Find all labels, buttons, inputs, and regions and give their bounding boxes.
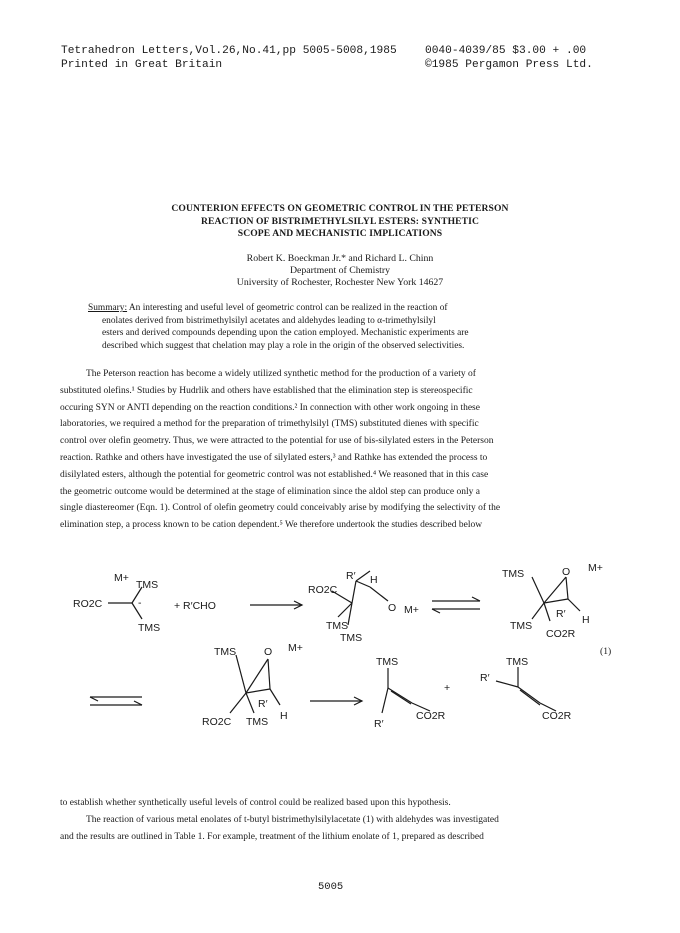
metal-cation-label: M+ — [288, 642, 303, 654]
summary-label: Summary: — [88, 303, 128, 313]
body-line: reaction. Rathke and others have investigated the use of silylated esters,³ and Rathke has extended the process to — [60, 452, 488, 463]
summary-line: enolates derived from bistrimethylsilyl acetates and aldehydes leading to α-trimethylsilyl — [102, 315, 436, 326]
title-line: COUNTERION EFFECTS ON GEOMETRIC CONTROL IN THE PETERSON — [171, 203, 509, 214]
body-line: laboratories, we required a method for the preparation of trimethylsilyl (TMS) substituted dienes with specific — [60, 419, 479, 430]
equation-number: (1) — [600, 646, 612, 657]
body-paragraph-2 — [60, 795, 626, 845]
body-line: disilylated esters, although the potential for geometric control was not established.⁴ We reasoned that in this case — [60, 469, 489, 480]
hydrogen-label: H — [370, 574, 378, 586]
tms-label: TMS — [136, 579, 159, 591]
summary-line: esters and derived compounds depending upon the cation employed. Mechanistic experiments are — [102, 328, 469, 338]
plus-label: + — [444, 682, 451, 694]
body-line: control over olefin geometry. Thus, we were attracted to the potential for use of bis-silylated esters in the Peterson — [60, 436, 494, 447]
body-paragraph-1 — [60, 366, 626, 534]
ester-label: CO2R — [546, 628, 576, 640]
tms-label: TMS — [376, 656, 399, 668]
summary-text: An interesting and useful level of geometric control can be realized in the reaction of — [127, 303, 448, 313]
oxygen-label: O — [264, 646, 273, 658]
hydrogen-label: H — [280, 710, 288, 722]
body-line: to establish whether synthetically useful levels of control could be realized based upon this hypothesis. — [60, 798, 451, 808]
reaction-scheme — [70, 563, 610, 773]
ester-label: RO2C — [202, 716, 232, 728]
r-prime-label: R′ — [480, 672, 490, 684]
r-prime-label: R′ — [258, 698, 268, 710]
issn-price: 0040-4039/85 $3.00 + .00 — [425, 45, 587, 57]
body-line: and the results are outlined in Table 1. For example, treatment of the lithium enolate of 1, prepared as described — [60, 831, 484, 842]
body-line: The reaction of various metal enolates of t-butyl bistrimethylsilylacetate (1) with aldehydes was investigated — [86, 814, 499, 825]
tms-label: TMS — [246, 716, 269, 728]
tms-label: TMS — [214, 646, 237, 658]
charge-label: - — [138, 597, 142, 609]
university: University of Rochester, Rochester New York 14627 — [236, 277, 444, 288]
metal-cation-label: M+ — [588, 563, 603, 574]
oxygen-label: O — [388, 602, 397, 614]
tms-label: TMS — [502, 568, 525, 580]
ester-label: CO2R — [542, 710, 572, 722]
copyright: ©1985 Pergamon Press Ltd. — [425, 59, 593, 71]
tms-label: TMS — [506, 656, 529, 668]
metal-cation-label: M+ — [114, 572, 129, 584]
tms-label: TMS — [138, 622, 161, 634]
r-prime-label: R′ — [346, 570, 356, 582]
body-line: The Peterson reaction has become a widely utilized synthetic method for the production of a variety of — [86, 369, 476, 379]
oxygen-label: O — [562, 566, 571, 578]
r-prime-label: R′ — [556, 608, 566, 620]
summary — [88, 302, 598, 352]
body-line: substituted olefins.¹ Studies by Hudrlik and others have established that the elimination step is stereospecific — [60, 385, 473, 396]
aldehyde-label: + R′CHO — [174, 600, 216, 612]
ester-label: CO2R — [416, 710, 446, 722]
r-prime-label: R′ — [374, 718, 384, 730]
author-names: Robert K. Boeckman Jr.* and Richard L. Chinn — [246, 253, 434, 264]
page-number: 5005 — [318, 881, 344, 893]
tms-label: TMS — [340, 632, 363, 644]
tms-label: TMS — [326, 620, 349, 632]
title-line: SCOPE AND MECHANISTIC IMPLICATIONS — [237, 228, 443, 239]
journal-citation: Tetrahedron Letters,Vol.26,No.41,pp 5005-5008,1985 — [61, 45, 397, 57]
body-line: the geometric outcome would be determined at the stage of elimination since the aldol step can produce only a — [60, 486, 480, 497]
tms-label: TMS — [510, 620, 533, 632]
body-line: single diastereomer (Eqn. 1). Control of olefin geometry could conceivably arise by modifying the selectivity of the — [60, 503, 501, 514]
metal-cation-label: M+ — [404, 604, 419, 616]
author-block — [100, 253, 580, 289]
hydrogen-label: H — [582, 614, 590, 626]
body-line: occuring SYN or ANTI depending on the reaction conditions.² In connection with other work ongoing in these — [60, 402, 480, 413]
title-line: REACTION OF BISTRIMETHYLSILYL ESTERS: SYNTHETIC — [200, 215, 480, 227]
body-line: elimination step, a process known to be cation dependent.⁵ We therefore undertook the studies described below — [60, 520, 483, 531]
ester-label: RO2C — [308, 584, 338, 596]
department: Department of Chemistry — [289, 265, 391, 276]
ester-label: RO2C — [73, 598, 103, 610]
summary-line: described which suggest that chelation may play a role in the origin of the observed selectivities. — [102, 340, 465, 351]
paper-title — [100, 203, 580, 241]
printed-in: Printed in Great Britain — [61, 59, 223, 71]
